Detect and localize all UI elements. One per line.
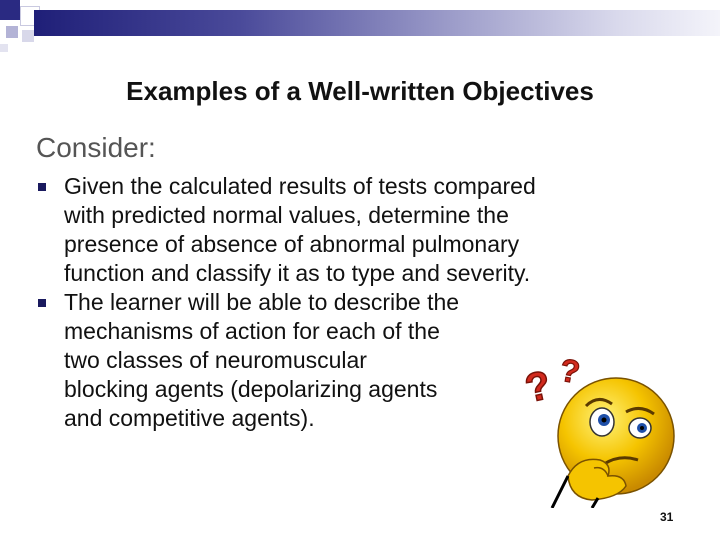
bullet-line: two classes of neuromuscular bbox=[64, 347, 367, 373]
bullet-line: and competitive agents). bbox=[64, 405, 315, 431]
bullet-item bbox=[36, 172, 676, 288]
header-gradient-bar bbox=[34, 10, 720, 36]
bullet-line: with predicted normal values, determine the bbox=[64, 202, 509, 228]
bullet-line: mechanisms of action for each of the bbox=[64, 318, 440, 344]
square-bullet-icon bbox=[38, 183, 46, 191]
decor-square bbox=[22, 30, 34, 42]
bullet-line: Given the calculated results of tests compared bbox=[64, 173, 536, 199]
bullet-line: The learner will be able to describe the bbox=[64, 289, 460, 315]
bullet-line: presence of absence of abnormal pulmonary bbox=[64, 231, 520, 257]
bullet-line: function and classify it as to type and severity. bbox=[64, 260, 531, 286]
square-bullet-icon bbox=[38, 299, 46, 307]
decor-square bbox=[0, 44, 8, 52]
thinking-face-question-marks-icon bbox=[508, 348, 688, 508]
svg-text:?: ? bbox=[557, 351, 583, 391]
bullet-line: blocking agents (depolarizing agents bbox=[64, 376, 438, 402]
svg-text:?: ? bbox=[521, 362, 555, 412]
subheading-consider: Consider: bbox=[36, 132, 156, 163]
slide-title: Examples of a Well-written Objectives bbox=[126, 76, 594, 106]
decor-square bbox=[6, 26, 18, 38]
decor-square bbox=[0, 0, 20, 20]
page-number: 31 bbox=[660, 510, 674, 524]
